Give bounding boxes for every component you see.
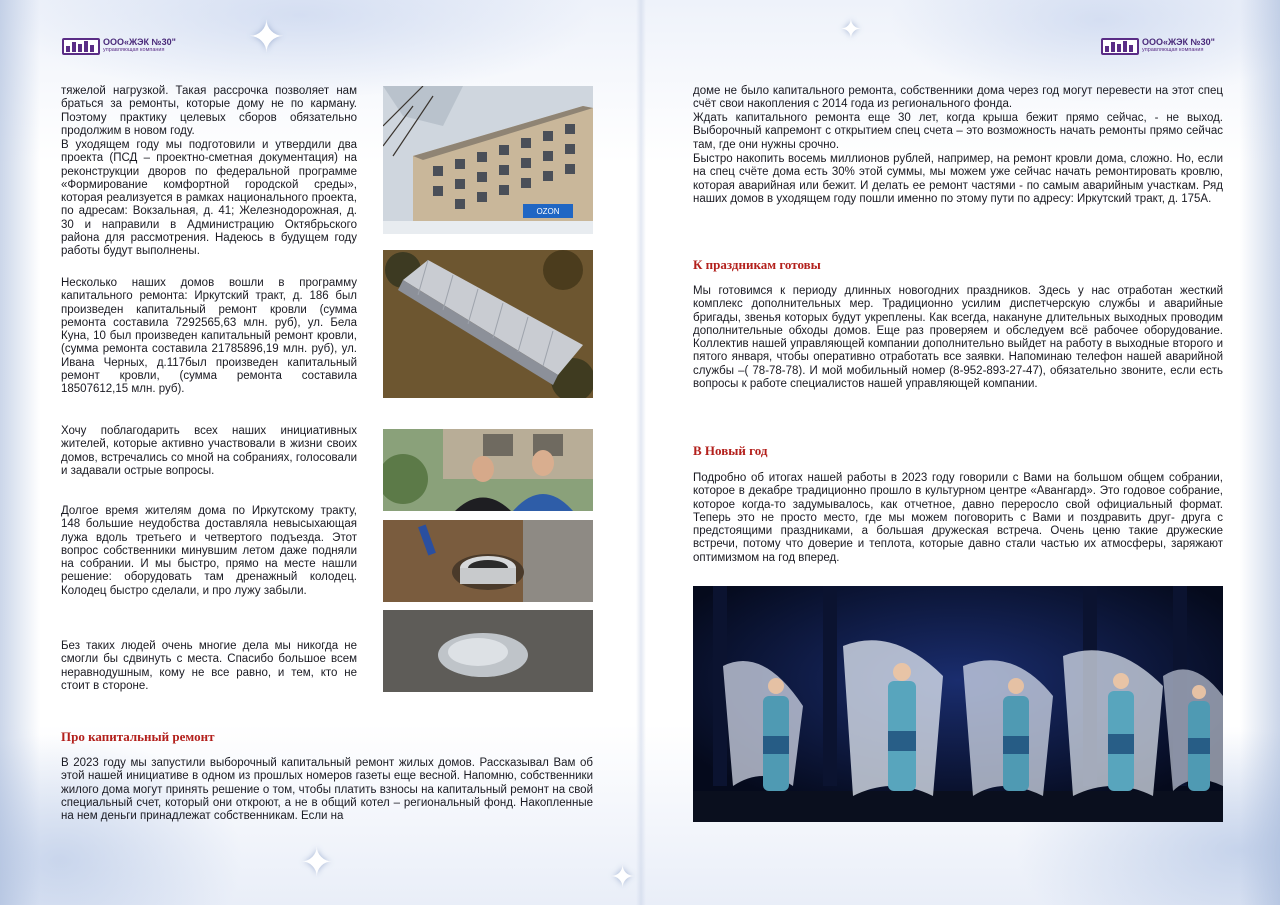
left-paragraph-6: Без таких людей очень многие дела мы никогда не смогли бы сдвинуть с места. Спасибо большое всем неравнодушным, кому не все равно, и тем, кто не стоит в стороне.	[61, 640, 357, 692]
right-paragraph-1: доме не было капитального ремонта, собственники дома через год могут перевести на этот спец счёт свои накопления с 2014 года из регионального фонда.	[693, 85, 1223, 111]
logo-name: ООО«ЖЭК №30"	[1142, 37, 1215, 48]
logo-subtitle: управляющая компания	[1142, 47, 1204, 54]
left-paragraph-1: тяжелой нагрузкой. Такая рассрочка позволяет нам браться за ремонты, которые дому не по карману. Поэтому практику целевых сборов обязательно продолжим в новом году.	[61, 85, 357, 137]
ozon-sign: OZON	[536, 207, 560, 216]
snowflake-star-icon: ✦	[840, 14, 862, 44]
left-paragraph-3: Несколько наших домов вошли в программу капитального ремонта: Иркутский тракт, д. 186 был произведен капитальный ремонт кровли (сумма ремонта составила 7292565,63 млн. руб), ул. Бела Куна, 10 был произведен капитальный ремонт кровли, (сумма ремонта составила 21785896,19 млн. руб), ул. Ивана Черных, д.117был произведен капитальный ремонт кровли, (сумма ремонта составила 18507612,15 млн. руб).	[61, 277, 357, 396]
right-paragraph-2: Ждать капитального ремонта еще 30 лет, когда крыша бежит прямо сейчас, - не выход. Выборочный капремонт с открытием спец счета – это возможность начать ремонты прямо сейчас там, где они нужны срочно.	[693, 112, 1223, 151]
right-paragraph-5: Подробно об итогах нашей работы в 2023 году говорили с Вами на большом общем собрании, которое в декабре традиционно прошло в культурном центре «Авангард». Это годовое собрание, которое когда-то задумывалось, как отчетное, давно переросло свой официальный формат. Теперь это не просто место, где мы можем поговорить с Вами и поздравить друг- друга с предстоящими праздниками, а большая дружеская встреча. Очень ценю такие дружеские встречи, потому что доверие и теплота, которые давно стали частью их атмосферы, заряжают оптимизмом на год вперед.	[693, 472, 1223, 564]
building-logo-icon	[62, 38, 100, 55]
right-paragraph-4: Мы готовимся к периоду длинных новогодних праздников. Здесь у нас отработан жесткий комплекс дополнительных мер. Традиционно усилим диспетчерскую службы и аварийные бригады, звенья которых будут укреплены. Как всегда, накануне длительных выходных проводим дополнительные обходы домов. Еще раз проверяем и обследуем всё рабочее оборудование. Коллектив нашей управляющей компании дополнительно выйдет на работу в выходные второго и пятого января, чтобы оперативно отработать все заявки. Напоминаю телефон нашей аварийной службы –( 78-78-78). И мой мобильный номер (8-952-893-27-47), обязательно звоните, если есть вопросы к работе специалистов нашей управляющей компании.	[693, 285, 1223, 391]
left-paragraph-2: В уходящем году мы подготовили и утвердили два проекта (ПСД – проектно-сметная документация) на реконструкции дворов по федеральной программе «Формирование комфортной городской среды», которая реализуется в рамках национального проекта, по адресам: Вокзальная, д. 41; Железнодорожная, д. 30 и направили в Администрацию Октябрьского района для рассмотрения. Надеюсь в будущем году работы будут выполнены.	[61, 139, 357, 258]
photo-dance-performance	[693, 586, 1223, 822]
logo-name: ООО«ЖЭК №30"	[103, 37, 176, 48]
left-paragraph-7: В 2023 году мы запустили выборочный капитальный ремонт жилых домов. Рассказывал Вам об этой нашей инициативе в одном из прошлых номеров газеты еще весной. Напомню, собственники жилого дома могут принять решение о том, чтобы платить взносы на капитальный ремонт на свой специальный счет, который они откроют, а не в общий котел – региональный фонд. Накопленные на нем деньги принадлежат собственникам. Если на	[61, 757, 593, 823]
snowflake-star-icon: ✦	[248, 13, 285, 62]
page-gutter	[636, 0, 646, 905]
company-logo-left	[62, 36, 176, 56]
heading-capital-repair: Про капитальный ремонт	[61, 729, 215, 744]
heading-holidays-ready: К праздникам готовы	[693, 257, 821, 272]
photo-drainage-well	[383, 520, 593, 602]
company-logo-right	[1101, 36, 1215, 56]
photo-residents	[383, 429, 593, 511]
logo-subtitle: управляющая компания	[103, 47, 165, 54]
photo-apartment-building	[383, 86, 593, 234]
snowflake-star-icon: ✦	[300, 841, 334, 885]
left-paragraph-4: Хочу поблагодарить всех наших инициативных жителей, которые активно участвовали в жизни своих домов, встречались со мной на собраниях, голосовали и задавали острые вопросы.	[61, 425, 357, 477]
building-logo-icon	[1101, 38, 1139, 55]
heading-new-year: В Новый год	[693, 443, 768, 458]
photo-gravel-fill	[383, 610, 593, 692]
left-paragraph-5: Долгое время жителям дома по Иркутскому тракту, 148 большие неудобства доставляла невысыхающая лужа вдоль третьего и четвертого подъезда. Этот вопрос собственники минувшим летом даже подняли на собрании. И мы быстро, прямо на месте нашли решение: оборудовать там дренажный колодец. Колодец быстро сделали, и про лужу забыли.	[61, 505, 357, 597]
right-paragraph-3: Быстро накопить восемь миллионов рублей, например, на ремонт кровли дома, сложно. Но, если на спец счёте дома есть 30% этой суммы, мы можем уже сейчас начать ремонтировать кровлю, которая аварийная или бежит. И делать ее ремонт частями - по самым аварийным участкам. Ряд наших домов в уходящем году пошли именно по этому пути по адресу: Иркутский тракт, д. 175А.	[693, 153, 1223, 205]
photo-roof-aerial	[383, 250, 593, 398]
snowflake-star-icon: ✦	[610, 861, 636, 894]
